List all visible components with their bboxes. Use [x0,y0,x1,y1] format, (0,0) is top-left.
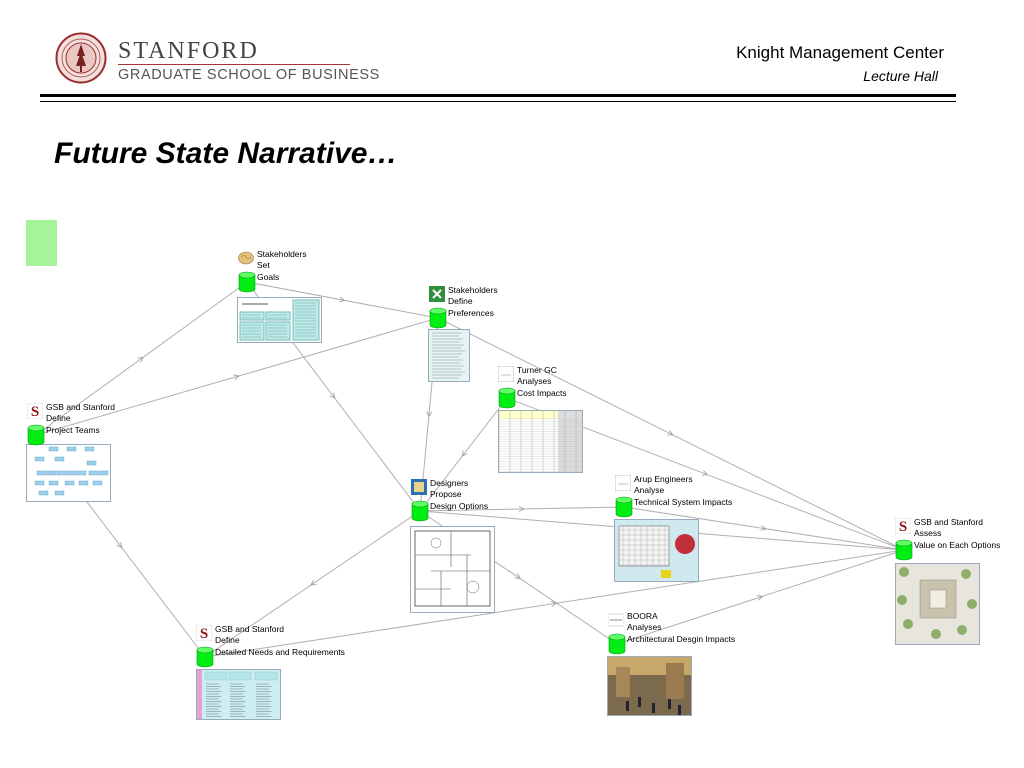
node-label-line: Designers [430,478,469,488]
node-cylinder-icon [429,307,447,329]
page-title: Future State Narrative… [54,137,398,170]
node-label-line: Stakeholders [448,285,498,295]
brain-icon [238,250,254,266]
document-icon [498,366,514,382]
node-cylinder-icon [608,633,626,655]
node-label-turner-cost [517,365,567,399]
node-label-line: Technical System Impacts [634,497,733,507]
node-cylinder-icon [238,271,256,293]
node-label-line: Goals [257,272,280,282]
node-thumbnail-turner-cost [498,410,583,473]
stanford-s-icon [196,625,212,641]
svg-text:S: S [30,404,40,419]
node-label-line: Define [46,413,71,423]
node-label-gsb-assess [914,517,1000,551]
node-label-boora [627,611,735,645]
room-subheading: Lecture Hall [863,68,938,84]
node-thumbnail-boora [607,656,692,716]
document-icon [615,475,631,491]
node-cylinder-icon [498,387,516,409]
node-label-line: Analyses [627,622,662,632]
stanford-s-icon [895,518,911,534]
node-label-line: Set [257,260,270,270]
node-label-line: BOORA [627,611,658,621]
node-label-arup [634,474,732,508]
node-thumbnail-gsb-teams [26,444,111,502]
node-cylinder-icon [196,646,214,668]
node-label-line: Cost Impacts [517,388,567,398]
node-cylinder-icon [895,539,913,561]
venue-heading: Knight Management Center [736,43,944,62]
node-cylinder-icon [411,500,429,522]
node-thumbnail-designers [410,526,495,613]
node-thumbnail-stake-prefs [428,329,470,382]
node-cylinder-icon [615,496,633,518]
node-thumbnail-stake-goals [237,297,322,343]
node-label-designers [430,478,488,512]
node-label-line: Define [215,635,240,645]
node-label-gsb-teams [46,402,115,436]
node-label-line: Analyse [634,485,665,495]
logo-wordmark-gsb: GRADUATE SCHOOL OF BUSINESS [118,67,380,83]
node-label-line: Value on Each Options [914,540,1001,550]
boora-icon [608,612,624,628]
node-label-stake-goals [257,249,307,283]
spreadsheet-icon [429,286,445,302]
node-thumbnail-arup [614,519,699,582]
node-label-line: Analyses [517,376,552,386]
designer-icon [411,479,427,495]
node-label-line: Detailed Needs and Requirements [215,647,345,657]
node-label-line: Turner GC [517,365,557,375]
node-label-line: Arup Engineers [634,474,693,484]
node-label-stake-prefs [448,285,498,319]
node-label-line: GSB and Stanford [46,402,115,412]
node-label-gsb-needs [215,624,345,658]
node-label-line: GSB and Stanford [914,517,983,527]
node-label-line: Project Teams [46,425,100,435]
logo-wordmark-stanford: STANFORD [118,38,259,64]
node-thumbnail-gsb-assess [895,563,980,645]
node-label-line: Design Options [430,501,489,511]
svg-text:S: S [199,626,209,641]
node-label-line: Preferences [448,308,494,318]
node-label-line: Assess [914,528,942,538]
node-cylinder-icon [27,424,45,446]
node-label-line: Architectural Desgin Impacts [627,634,736,644]
node-label-line: Define [448,296,473,306]
node-label-line: Stakeholders [257,249,307,259]
node-label-line: Propose [430,489,462,499]
node-label-line: GSB and Stanford [215,624,284,634]
svg-text:S: S [898,519,908,534]
stanford-s-icon [27,403,43,419]
node-thumbnail-gsb-needs [196,669,281,720]
